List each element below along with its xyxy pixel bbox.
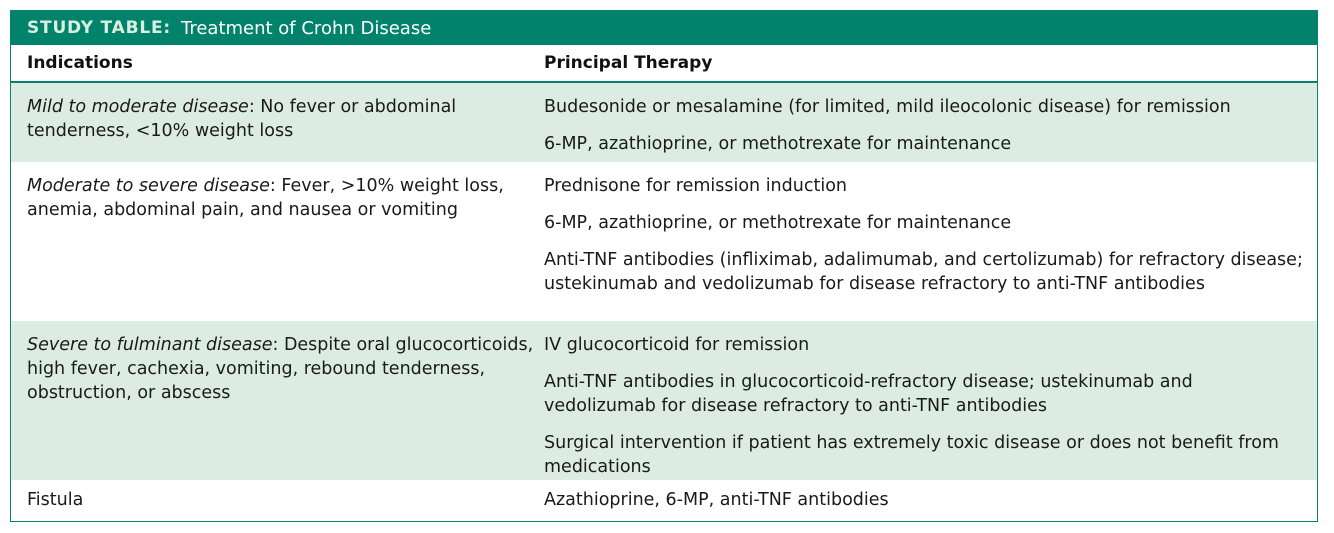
table-row [11, 321, 1317, 480]
indication-cell [11, 480, 544, 521]
indication-description: Fistula [27, 490, 84, 510]
header-indications: Indications [27, 53, 133, 73]
therapy-cell [544, 83, 1317, 162]
therapy-item: Budesonide or mesalamine (for limited, mild ileocolonic disease) for remission [544, 97, 1231, 117]
therapy-item: Anti-TNF antibodies in glucocorticoid-refractory disease; ustekinumab and vedolizumab for disease refractory to anti-TNF antibodies [544, 372, 1193, 416]
table-header-row [11, 45, 1317, 83]
indication-severity: Moderate to severe disease [27, 176, 270, 196]
indication-description: : Despite oral glucocorticoids, high fever, cachexia, vomiting, rebound tenderness, obstruction, or abscess [27, 335, 534, 403]
table-title-label: STUDY TABLE: [27, 18, 171, 38]
therapy-item: 6-MP, azathioprine, or methotrexate for maintenance [544, 213, 1012, 233]
table-title-bar [11, 11, 1317, 45]
header-principal-therapy: Principal Therapy [544, 53, 713, 73]
therapy-cell [544, 480, 1317, 521]
therapy-item: Anti-TNF antibodies (infliximab, adalimumab, and certolizumab) for refractory disease; ustekinumab and vedolizumab for disease refractory to anti-TNF antibodies [544, 250, 1303, 294]
indication-cell [11, 321, 544, 480]
indication-cell [11, 83, 544, 162]
table-row [11, 480, 1317, 521]
indication-cell [11, 162, 544, 321]
therapy-item: Prednisone for remission induction [544, 176, 847, 196]
indication-description: : Fever, >10% weight loss, anemia, abdominal pain, and nausea or vomiting [27, 176, 504, 220]
table-title: Treatment of Crohn Disease [180, 17, 432, 39]
therapy-item: Surgical intervention if patient has extremely toxic disease or does not benefit from medications [544, 433, 1279, 477]
therapy-cell [544, 321, 1317, 480]
indication-severity: Severe to fulminant disease [27, 335, 273, 355]
study-table [10, 10, 1318, 522]
table-row [11, 162, 1317, 321]
therapy-item: 6-MP, azathioprine, or methotrexate for maintenance [544, 134, 1012, 154]
therapy-item: Azathioprine, 6-MP, anti-TNF antibodies [544, 490, 889, 510]
indication-severity: Mild to moderate disease [27, 97, 249, 117]
table-row [11, 83, 1317, 162]
indication-description: : No fever or abdominal tenderness, <10% weight loss [27, 97, 457, 141]
therapy-item: IV glucocorticoid for remission [544, 335, 810, 355]
therapy-cell [544, 162, 1317, 321]
